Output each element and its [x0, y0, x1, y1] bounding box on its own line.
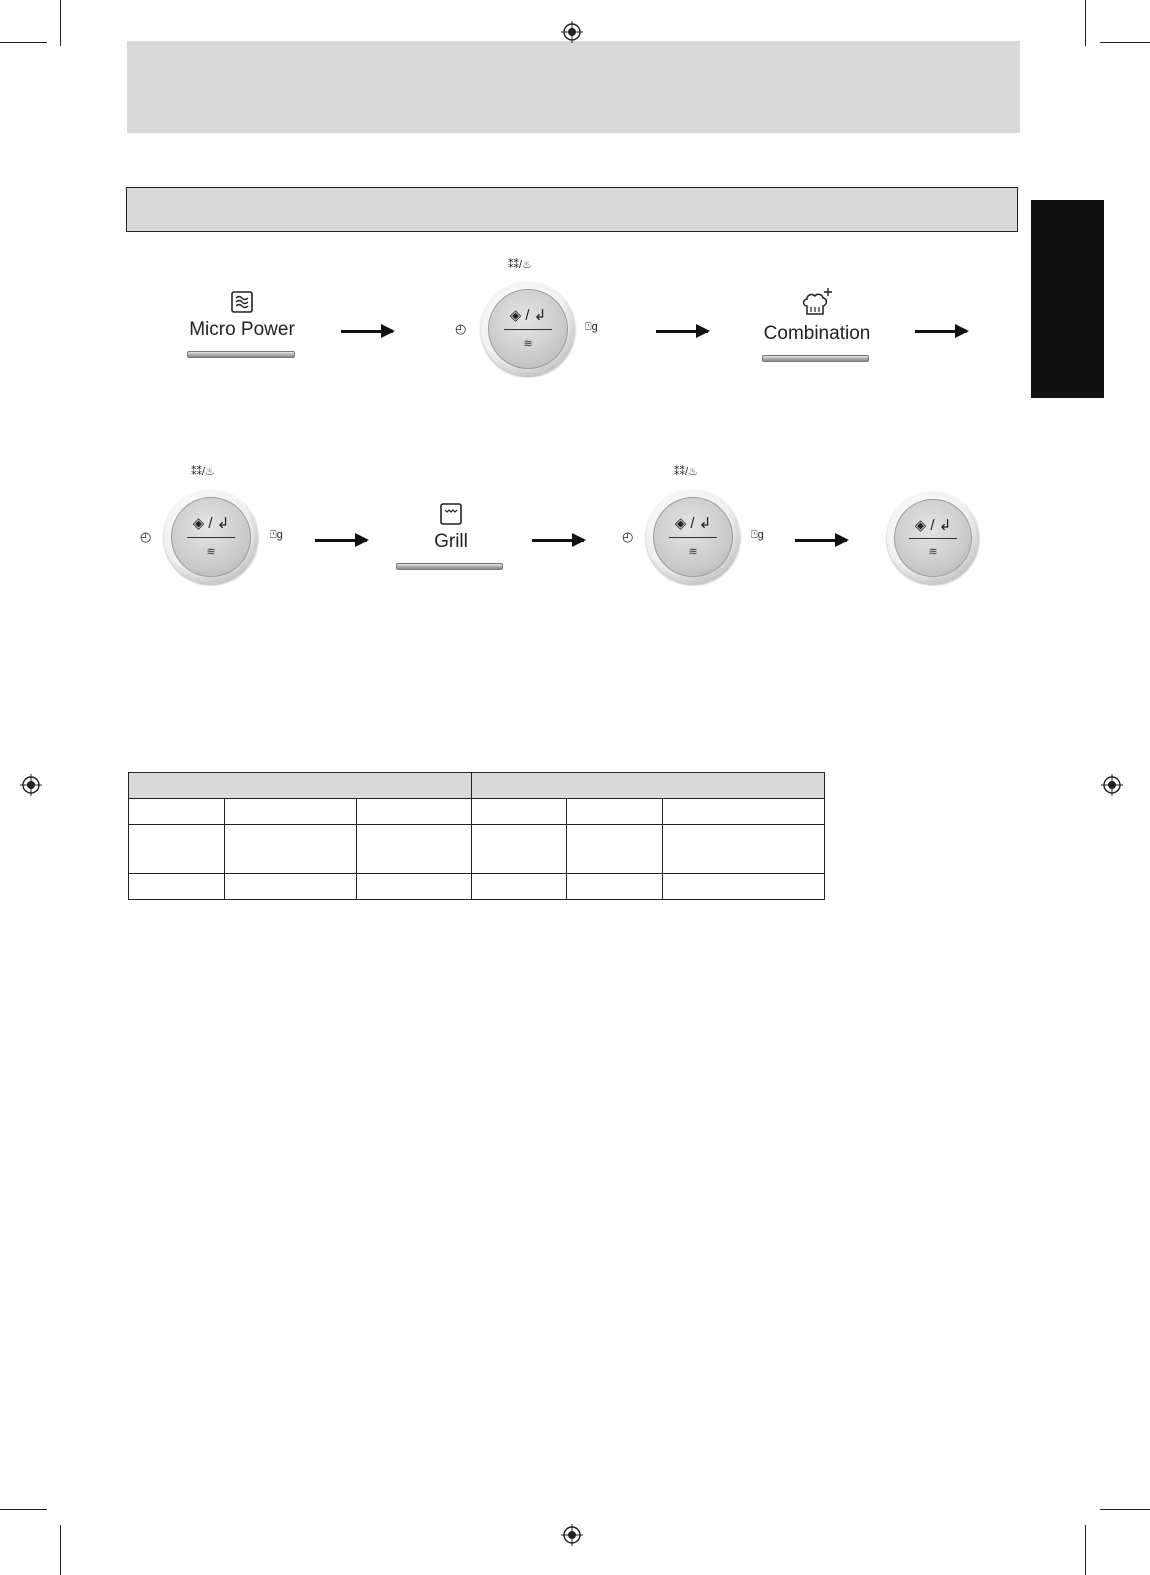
start-dial[interactable] — [887, 492, 979, 584]
weight-icon: ⍞g — [585, 321, 598, 333]
header-band — [127, 41, 1020, 133]
defrost-steam-icon: ⁑⁑/♨ — [191, 466, 215, 478]
registration-mark-icon — [561, 1524, 583, 1546]
weight-icon: ⍞g — [751, 529, 764, 541]
clock-icon: ◴ — [455, 321, 467, 336]
arrow-right-icon — [656, 330, 708, 333]
table-row — [129, 799, 825, 825]
micro-power-button[interactable] — [187, 351, 295, 358]
defrost-steam-icon: ⁑⁑/♨ — [508, 259, 532, 271]
crop-mark — [1085, 0, 1086, 46]
grill-icon — [439, 502, 463, 526]
grill-label: Grill — [434, 531, 468, 552]
combination-control[interactable] — [762, 286, 872, 345]
crop-mark — [0, 42, 47, 43]
arrow-right-icon — [341, 330, 393, 333]
start-enter-icon: ◈ / ↲ — [192, 515, 230, 533]
heat-icon: ≋ — [523, 337, 533, 350]
start-enter-icon: ◈ / ↲ — [674, 515, 712, 533]
start-dial[interactable] — [646, 490, 740, 584]
micro-power-control[interactable] — [187, 290, 297, 341]
table-header-right — [472, 773, 825, 799]
grill-control[interactable] — [396, 502, 506, 553]
table-row — [129, 874, 825, 900]
heat-icon: ≋ — [928, 546, 938, 559]
clock-icon: ◴ — [140, 529, 152, 544]
table-header-left — [129, 773, 472, 799]
registration-mark-icon — [1101, 774, 1123, 796]
arrow-right-icon — [915, 330, 967, 333]
registration-mark-icon — [561, 21, 583, 43]
combination-label: Combination — [763, 323, 871, 344]
heat-icon: ≋ — [688, 545, 698, 558]
table-row — [129, 825, 825, 874]
combination-button[interactable] — [762, 355, 869, 362]
arrow-right-icon — [315, 539, 367, 542]
micro-power-label: Micro Power — [189, 319, 295, 340]
crop-mark — [1100, 1509, 1150, 1510]
clock-icon: ◴ — [622, 529, 634, 544]
grill-button[interactable] — [396, 563, 503, 570]
defrost-steam-icon: ⁑⁑/♨ — [674, 466, 698, 478]
start-enter-icon: ◈ / ↲ — [914, 516, 952, 534]
arrow-right-icon — [795, 539, 847, 542]
crop-mark — [60, 0, 61, 46]
crop-mark — [1085, 1525, 1086, 1575]
settings-table — [128, 772, 825, 900]
arrow-right-icon — [532, 539, 584, 542]
chef-hat-plus-icon — [799, 286, 835, 318]
chapter-side-tab — [1031, 200, 1104, 398]
section-title-bar — [126, 187, 1018, 232]
start-dial[interactable] — [164, 490, 258, 584]
crop-mark — [1100, 42, 1150, 43]
crop-mark — [60, 1525, 61, 1575]
registration-mark-icon — [20, 774, 42, 796]
heat-icon: ≋ — [206, 545, 216, 558]
weight-icon: ⍞g — [270, 529, 283, 541]
start-dial[interactable] — [481, 282, 575, 376]
start-enter-icon: ◈ / ↲ — [509, 307, 547, 325]
crop-mark — [0, 1509, 47, 1510]
microwave-waves-icon — [230, 290, 254, 314]
